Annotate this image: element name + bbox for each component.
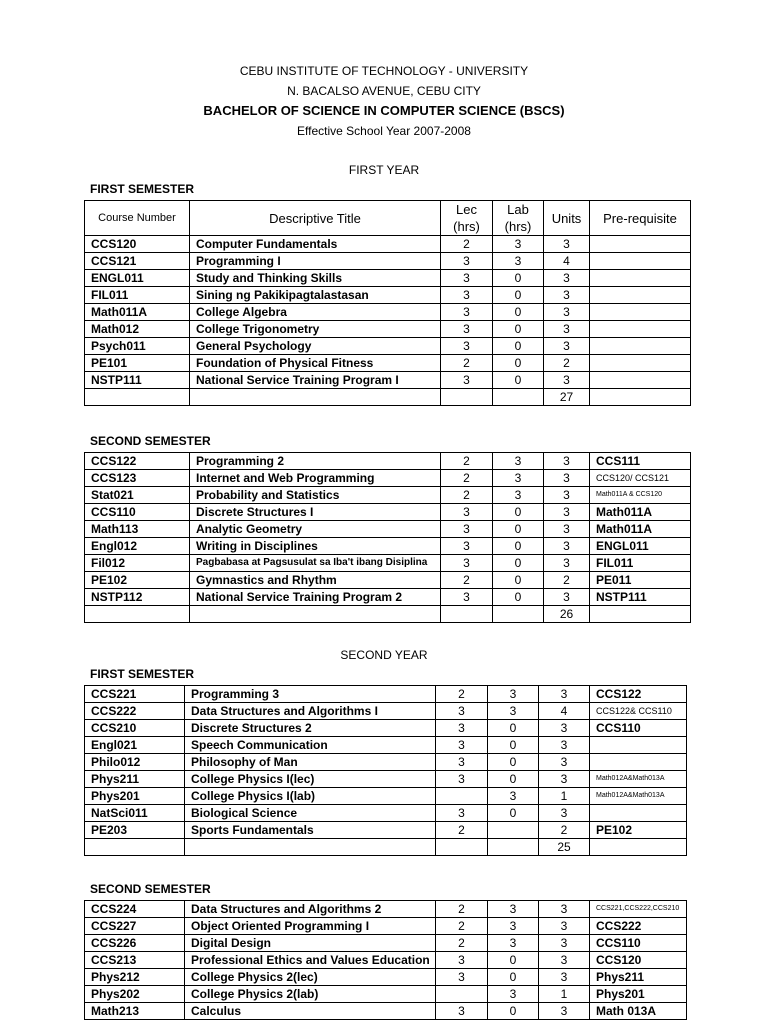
lab-hours-cell: 0 bbox=[493, 304, 544, 321]
descriptive-title-cell: Study and Thinking Skills bbox=[190, 270, 441, 287]
descriptive-title-cell: Analytic Geometry bbox=[190, 521, 441, 538]
units-cell: 3 bbox=[544, 372, 590, 389]
prerequisite-cell: PE102 bbox=[590, 822, 687, 839]
lab-hours-cell: 3 bbox=[493, 487, 544, 504]
table-row bbox=[85, 338, 691, 355]
descriptive-title-cell: Discrete Structures 2 bbox=[185, 720, 436, 737]
descriptive-title-cell: College Physics I(lab) bbox=[185, 788, 436, 805]
descriptive-title-cell: Object Oriented Programming I bbox=[185, 918, 436, 935]
units-cell: 3 bbox=[544, 287, 590, 304]
course-table bbox=[84, 200, 691, 406]
table-row bbox=[85, 754, 687, 771]
lec-hours-cell: 2 bbox=[441, 572, 493, 589]
prerequisite-cell bbox=[590, 754, 687, 771]
course-number-cell: Psych011 bbox=[85, 338, 190, 355]
prerequisite-cell bbox=[590, 270, 691, 287]
lab-hours-cell: 0 bbox=[493, 555, 544, 572]
lab-hours-cell: 0 bbox=[493, 355, 544, 372]
units-cell: 3 bbox=[544, 538, 590, 555]
course-number-cell: Math011A bbox=[85, 304, 190, 321]
course-number-cell: Phys201 bbox=[85, 788, 185, 805]
semester-label: SECOND SEMESTER bbox=[90, 434, 211, 448]
course-number-cell: Math113 bbox=[85, 521, 190, 538]
prerequisite-cell bbox=[590, 805, 687, 822]
table-row bbox=[85, 969, 687, 986]
table-row bbox=[85, 822, 687, 839]
prerequisite-cell: CCS120 bbox=[590, 952, 687, 969]
descriptive-title-cell: Writing in Disciplines bbox=[190, 538, 441, 555]
table-row bbox=[85, 555, 691, 572]
lec-hours-cell: 3 bbox=[436, 1003, 488, 1020]
institution-name: CEBU INSTITUTE OF TECHNOLOGY - UNIVERSITY bbox=[239, 64, 529, 78]
course-table bbox=[84, 452, 691, 623]
course-number-cell: CCS224 bbox=[85, 901, 185, 918]
prerequisite-cell: Math012A&Math013A bbox=[590, 788, 687, 805]
descriptive-title-cell: College Trigonometry bbox=[190, 321, 441, 338]
lec-hours-cell: 3 bbox=[441, 338, 493, 355]
prerequisite-cell: Math011A bbox=[590, 521, 691, 538]
units-cell: 3 bbox=[539, 771, 590, 788]
lab-hours-cell: 0 bbox=[488, 737, 539, 754]
units-cell: 3 bbox=[544, 487, 590, 504]
lec-hours-cell: 2 bbox=[436, 822, 488, 839]
units-cell: 3 bbox=[539, 1003, 590, 1020]
semester-label: FIRST SEMESTER bbox=[90, 182, 195, 196]
prerequisite-cell bbox=[590, 304, 691, 321]
table-row bbox=[85, 986, 687, 1003]
units-cell: 2 bbox=[544, 355, 590, 372]
course-number-cell: NSTP111 bbox=[85, 372, 190, 389]
total-units-row bbox=[85, 839, 687, 856]
course-number-cell: NSTP112 bbox=[85, 589, 190, 606]
course-number-cell: CCS213 bbox=[85, 952, 185, 969]
prerequisite-cell bbox=[590, 287, 691, 304]
lec-header-line1: Lec bbox=[456, 202, 477, 217]
empty-cell bbox=[590, 839, 687, 856]
prerequisite-header: Pre-requisite bbox=[590, 201, 691, 236]
prerequisite-cell: PE011 bbox=[590, 572, 691, 589]
lab-header bbox=[493, 201, 544, 236]
descriptive-title-cell: Foundation of Physical Fitness bbox=[190, 355, 441, 372]
units-cell: 3 bbox=[544, 555, 590, 572]
semester-label: FIRST SEMESTER bbox=[90, 667, 195, 681]
units-cell: 3 bbox=[539, 952, 590, 969]
total-units-cell: 27 bbox=[544, 389, 590, 406]
descriptive-title-cell: College Physics 2(lab) bbox=[185, 986, 436, 1003]
lab-header-line1: Lab bbox=[507, 202, 529, 217]
lec-hours-cell: 2 bbox=[441, 453, 493, 470]
course-number-header: Course Number bbox=[85, 201, 190, 236]
prerequisite-cell: Math 013A bbox=[590, 1003, 687, 1020]
table-row bbox=[85, 788, 687, 805]
descriptive-title-cell: Professional Ethics and Values Education bbox=[185, 952, 436, 969]
empty-cell bbox=[441, 389, 493, 406]
course-number-cell: Engl012 bbox=[85, 538, 190, 555]
table-row bbox=[85, 720, 687, 737]
lab-hours-cell: 0 bbox=[493, 270, 544, 287]
prerequisite-cell: FIL011 bbox=[590, 555, 691, 572]
lab-hours-cell: 0 bbox=[488, 1003, 539, 1020]
course-number-cell: CCS122 bbox=[85, 453, 190, 470]
units-cell: 2 bbox=[539, 822, 590, 839]
lec-hours-cell: 3 bbox=[441, 270, 493, 287]
lab-hours-cell: 0 bbox=[493, 338, 544, 355]
empty-cell bbox=[185, 839, 436, 856]
descriptive-title-cell: Sports Fundamentals bbox=[185, 822, 436, 839]
lec-hours-cell: 3 bbox=[436, 737, 488, 754]
course-number-cell: CCS221 bbox=[85, 686, 185, 703]
lab-hours-cell: 0 bbox=[493, 521, 544, 538]
lec-hours-cell: 3 bbox=[441, 504, 493, 521]
lec-hours-cell: 3 bbox=[441, 287, 493, 304]
empty-cell bbox=[190, 389, 441, 406]
descriptive-title-cell: Programming 2 bbox=[190, 453, 441, 470]
descriptive-title-cell: Digital Design bbox=[185, 935, 436, 952]
table-row bbox=[85, 372, 691, 389]
table-row bbox=[85, 538, 691, 555]
prerequisite-cell bbox=[590, 355, 691, 372]
empty-cell bbox=[590, 606, 691, 623]
units-cell: 3 bbox=[539, 737, 590, 754]
table-row bbox=[85, 589, 691, 606]
lab-hours-cell: 3 bbox=[488, 918, 539, 935]
lab-hours-cell: 3 bbox=[488, 935, 539, 952]
prerequisite-cell bbox=[590, 338, 691, 355]
lab-hours-cell: 3 bbox=[493, 236, 544, 253]
table-row bbox=[85, 805, 687, 822]
semester-label: SECOND SEMESTER bbox=[90, 882, 211, 896]
units-cell: 3 bbox=[544, 270, 590, 287]
table-row bbox=[85, 771, 687, 788]
course-number-cell: Philo012 bbox=[85, 754, 185, 771]
lec-hours-cell: 3 bbox=[436, 969, 488, 986]
units-cell: 3 bbox=[539, 805, 590, 822]
lec-hours-cell: 3 bbox=[441, 321, 493, 338]
lab-hours-cell: 0 bbox=[493, 321, 544, 338]
units-cell: 3 bbox=[544, 338, 590, 355]
lec-header bbox=[441, 201, 493, 236]
descriptive-title-cell: Programming I bbox=[190, 253, 441, 270]
course-number-cell: Engl021 bbox=[85, 737, 185, 754]
prerequisite-cell: Math011A & CCS120 bbox=[590, 487, 691, 504]
empty-cell bbox=[85, 606, 190, 623]
course-number-cell: CCS123 bbox=[85, 470, 190, 487]
prerequisite-cell bbox=[590, 321, 691, 338]
descriptive-title-cell: College Physics 2(lec) bbox=[185, 969, 436, 986]
table-row bbox=[85, 901, 687, 918]
table-row bbox=[85, 572, 691, 589]
lec-hours-cell: 2 bbox=[436, 935, 488, 952]
lec-hours-cell: 2 bbox=[441, 487, 493, 504]
lab-hours-cell: 0 bbox=[493, 504, 544, 521]
course-number-cell: PE102 bbox=[85, 572, 190, 589]
empty-cell bbox=[488, 839, 539, 856]
descriptive-title-cell: College Algebra bbox=[190, 304, 441, 321]
prerequisite-cell: Phys201 bbox=[590, 986, 687, 1003]
lab-hours-cell: 0 bbox=[488, 771, 539, 788]
table-row bbox=[85, 270, 691, 287]
prerequisite-cell: CCS110 bbox=[590, 935, 687, 952]
empty-cell bbox=[590, 389, 691, 406]
units-cell: 3 bbox=[544, 521, 590, 538]
lec-hours-cell: 3 bbox=[441, 538, 493, 555]
table-row bbox=[85, 453, 691, 470]
lab-hours-cell: 3 bbox=[493, 470, 544, 487]
lec-hours-cell: 3 bbox=[436, 771, 488, 788]
table-row bbox=[85, 253, 691, 270]
table-row bbox=[85, 918, 687, 935]
year-label: SECOND YEAR bbox=[340, 648, 428, 662]
course-number-cell: CCS120 bbox=[85, 236, 190, 253]
descriptive-title-cell: Internet and Web Programming bbox=[190, 470, 441, 487]
lab-hours-cell: 3 bbox=[488, 901, 539, 918]
lab-hours-cell: 0 bbox=[488, 754, 539, 771]
descriptive-title-cell: Computer Fundamentals bbox=[190, 236, 441, 253]
prerequisite-cell: CCS111 bbox=[590, 453, 691, 470]
descriptive-title-cell: Data Structures and Algorithms I bbox=[185, 703, 436, 720]
table-row bbox=[85, 504, 691, 521]
prerequisite-cell: Math012A&Math013A bbox=[590, 771, 687, 788]
units-cell: 3 bbox=[539, 918, 590, 935]
total-units-row bbox=[85, 606, 691, 623]
prerequisite-cell: CCS120/ CCS121 bbox=[590, 470, 691, 487]
descriptive-title-cell: Data Structures and Algorithms 2 bbox=[185, 901, 436, 918]
total-units-cell: 25 bbox=[539, 839, 590, 856]
total-units-row bbox=[85, 389, 691, 406]
prerequisite-cell: NSTP111 bbox=[590, 589, 691, 606]
descriptive-title-cell: Biological Science bbox=[185, 805, 436, 822]
lab-hours-cell: 0 bbox=[493, 372, 544, 389]
prerequisite-cell: CCS122 bbox=[590, 686, 687, 703]
table-row bbox=[85, 952, 687, 969]
table-row bbox=[85, 304, 691, 321]
prerequisite-cell: CCS222 bbox=[590, 918, 687, 935]
descriptive-title-cell: Probability and Statistics bbox=[190, 487, 441, 504]
empty-cell bbox=[441, 606, 493, 623]
lab-hours-cell bbox=[488, 822, 539, 839]
table-row bbox=[85, 287, 691, 304]
lab-hours-cell: 0 bbox=[493, 287, 544, 304]
course-number-cell: Math012 bbox=[85, 321, 190, 338]
units-cell: 3 bbox=[544, 589, 590, 606]
lab-hours-cell: 3 bbox=[488, 788, 539, 805]
empty-cell bbox=[436, 839, 488, 856]
course-number-cell: Phys211 bbox=[85, 771, 185, 788]
lec-hours-cell: 3 bbox=[436, 703, 488, 720]
lab-hours-cell: 0 bbox=[488, 805, 539, 822]
units-cell: 3 bbox=[539, 686, 590, 703]
descriptive-title-cell: Speech Communication bbox=[185, 737, 436, 754]
empty-cell bbox=[493, 606, 544, 623]
lec-hours-cell: 3 bbox=[436, 952, 488, 969]
course-number-cell: CCS110 bbox=[85, 504, 190, 521]
course-number-cell: PE203 bbox=[85, 822, 185, 839]
units-cell: 3 bbox=[544, 453, 590, 470]
prerequisite-cell: CCS221,CCS222,CCS210 bbox=[590, 901, 687, 918]
descriptive-title-cell: General Psychology bbox=[190, 338, 441, 355]
descriptive-title-cell: National Service Training Program I bbox=[190, 372, 441, 389]
table-row bbox=[85, 487, 691, 504]
table-row bbox=[85, 470, 691, 487]
lab-hours-cell: 3 bbox=[488, 686, 539, 703]
course-number-cell: CCS226 bbox=[85, 935, 185, 952]
lab-hours-cell: 3 bbox=[488, 703, 539, 720]
course-number-cell: CCS227 bbox=[85, 918, 185, 935]
units-cell: 4 bbox=[544, 253, 590, 270]
lec-hours-cell: 3 bbox=[441, 521, 493, 538]
effective-year: Effective School Year 2007-2008 bbox=[297, 124, 471, 138]
prerequisite-cell: Math011A bbox=[590, 504, 691, 521]
course-number-cell: Phys212 bbox=[85, 969, 185, 986]
prerequisite-cell bbox=[590, 372, 691, 389]
lab-header-line2: (hrs) bbox=[504, 219, 532, 234]
lec-hours-cell bbox=[436, 986, 488, 1003]
table-row bbox=[85, 355, 691, 372]
lec-hours-cell: 3 bbox=[436, 720, 488, 737]
empty-cell bbox=[190, 606, 441, 623]
course-number-cell: Stat021 bbox=[85, 487, 190, 504]
course-number-cell: CCS222 bbox=[85, 703, 185, 720]
lab-hours-cell: 0 bbox=[493, 572, 544, 589]
lab-hours-cell: 3 bbox=[493, 253, 544, 270]
lec-hours-cell: 3 bbox=[441, 589, 493, 606]
prerequisite-cell: ENGL011 bbox=[590, 538, 691, 555]
units-cell: 3 bbox=[539, 969, 590, 986]
lec-hours-cell: 3 bbox=[441, 304, 493, 321]
lec-hours-cell: 2 bbox=[436, 918, 488, 935]
units-cell: 2 bbox=[544, 572, 590, 589]
descriptive-title-header: Descriptive Title bbox=[190, 201, 441, 236]
prerequisite-cell bbox=[590, 737, 687, 754]
lec-header-line2: (hrs) bbox=[453, 219, 480, 234]
course-number-cell: CCS210 bbox=[85, 720, 185, 737]
units-cell: 3 bbox=[544, 470, 590, 487]
lab-hours-cell: 3 bbox=[488, 986, 539, 1003]
lec-hours-cell: 2 bbox=[436, 901, 488, 918]
course-table bbox=[84, 685, 687, 856]
lab-hours-cell: 0 bbox=[488, 952, 539, 969]
prerequisite-cell bbox=[590, 236, 691, 253]
lec-hours-cell: 3 bbox=[441, 253, 493, 270]
descriptive-title-cell: Sining ng Pakikipagtalastasan bbox=[190, 287, 441, 304]
descriptive-title-cell: Pagbabasa at Pagsusulat sa Iba't ibang Disiplina bbox=[190, 555, 441, 572]
table-row bbox=[85, 686, 687, 703]
descriptive-title-cell: Discrete Structures I bbox=[190, 504, 441, 521]
descriptive-title-cell: Philosophy of Man bbox=[185, 754, 436, 771]
units-cell: 3 bbox=[544, 504, 590, 521]
course-number-cell: NatSci011 bbox=[85, 805, 185, 822]
units-cell: 3 bbox=[544, 236, 590, 253]
program-title: BACHELOR OF SCIENCE IN COMPUTER SCIENCE (BSCS) bbox=[203, 103, 565, 118]
empty-cell bbox=[493, 389, 544, 406]
lec-hours-cell: 2 bbox=[441, 355, 493, 372]
course-number-cell: CCS121 bbox=[85, 253, 190, 270]
prerequisite-cell bbox=[590, 253, 691, 270]
year-label: FIRST YEAR bbox=[348, 163, 420, 177]
prerequisite-cell: Phys211 bbox=[590, 969, 687, 986]
course-number-cell: FIL011 bbox=[85, 287, 190, 304]
course-number-cell: ENGL011 bbox=[85, 270, 190, 287]
descriptive-title-cell: National Service Training Program 2 bbox=[190, 589, 441, 606]
course-number-cell: PE101 bbox=[85, 355, 190, 372]
total-units-cell: 26 bbox=[544, 606, 590, 623]
course-number-cell: Fil012 bbox=[85, 555, 190, 572]
lab-hours-cell: 3 bbox=[493, 453, 544, 470]
units-cell: 3 bbox=[539, 901, 590, 918]
units-header: Units bbox=[544, 201, 590, 236]
course-number-cell: Math213 bbox=[85, 1003, 185, 1020]
lec-hours-cell: 3 bbox=[441, 372, 493, 389]
table-row bbox=[85, 1003, 687, 1020]
lec-hours-cell: 3 bbox=[441, 555, 493, 572]
descriptive-title-cell: Calculus bbox=[185, 1003, 436, 1020]
units-cell: 3 bbox=[544, 321, 590, 338]
units-cell: 3 bbox=[539, 720, 590, 737]
lec-hours-cell bbox=[436, 788, 488, 805]
lec-hours-cell: 3 bbox=[436, 805, 488, 822]
table-row bbox=[85, 236, 691, 253]
empty-cell bbox=[85, 839, 185, 856]
descriptive-title-cell: Gymnastics and Rhythm bbox=[190, 572, 441, 589]
descriptive-title-cell: Programming 3 bbox=[185, 686, 436, 703]
empty-cell bbox=[85, 389, 190, 406]
lec-hours-cell: 3 bbox=[436, 754, 488, 771]
lab-hours-cell: 0 bbox=[493, 538, 544, 555]
units-cell: 1 bbox=[539, 788, 590, 805]
lab-hours-cell: 0 bbox=[493, 589, 544, 606]
table-row bbox=[85, 321, 691, 338]
table-header-row bbox=[85, 201, 691, 236]
lec-hours-cell: 2 bbox=[441, 236, 493, 253]
prerequisite-cell: CCS110 bbox=[590, 720, 687, 737]
table-row bbox=[85, 737, 687, 754]
units-cell: 4 bbox=[539, 703, 590, 720]
table-row bbox=[85, 935, 687, 952]
table-row bbox=[85, 521, 691, 538]
units-cell: 3 bbox=[544, 304, 590, 321]
lab-hours-cell: 0 bbox=[488, 720, 539, 737]
descriptive-title-cell: College Physics I(lec) bbox=[185, 771, 436, 788]
units-cell: 3 bbox=[539, 935, 590, 952]
course-number-cell: Phys202 bbox=[85, 986, 185, 1003]
lec-hours-cell: 2 bbox=[436, 686, 488, 703]
table-row bbox=[85, 703, 687, 720]
units-cell: 3 bbox=[539, 754, 590, 771]
lec-hours-cell: 2 bbox=[441, 470, 493, 487]
lab-hours-cell: 0 bbox=[488, 969, 539, 986]
units-cell: 1 bbox=[539, 986, 590, 1003]
prerequisite-cell: CCS122& CCS110 bbox=[590, 703, 687, 720]
institution-address: N. BACALSO AVENUE, CEBU CITY bbox=[287, 84, 481, 98]
course-table bbox=[84, 900, 687, 1020]
